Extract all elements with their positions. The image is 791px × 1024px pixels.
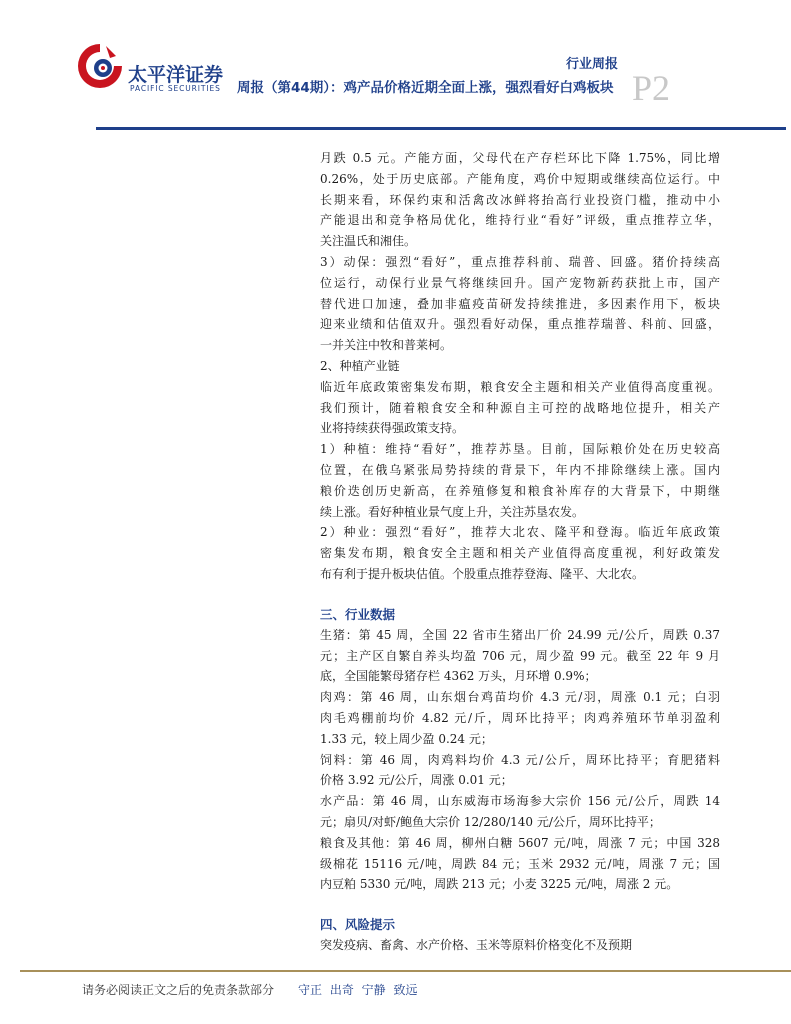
header-divider — [96, 127, 786, 130]
report-body — [320, 148, 720, 956]
section-heading-industry-data: 三、行业数据 — [320, 606, 396, 622]
footer-disclaimer: 请务必阅读正文之后的免责条款部分 — [82, 983, 275, 997]
risk-text: 突发疫病、畜禽、水产价格、玉米等原料价格变化不及预期 — [320, 938, 633, 953]
footer-divider — [20, 970, 791, 972]
text-line: 0.26%，处于历史底部。产能角度，鸡价中短期或继续高位运行。中 — [320, 171, 720, 186]
report-category: 行业周报 — [566, 57, 619, 72]
text-line: 长期来看，环保约束和活禽改冰鲜将抬高行业投资门槛，推动中小 — [320, 192, 720, 207]
text-line: 价格 3.92 元/公斤，周涨 0.01 元； — [320, 773, 513, 788]
text-line: 3）动保：强烈“看好”，重点推荐科前、瑞普、回盛。猪价持续高 — [320, 254, 720, 269]
subheading-planting-chain: 2、种植产业链 — [320, 358, 400, 373]
text-line: 1）种植：维持“看好”，推荐苏垦。目前，国际粮价处在历史较高 — [320, 442, 720, 457]
text-line: 肉毛鸡棚前均价 4.82 元/斤，周环比持平；肉鸡养殖环节单羽盈利 — [320, 710, 720, 725]
brand-name-cn: 太平洋证券 — [128, 64, 224, 86]
section-heading-risk: 四、风险提示 — [320, 917, 396, 933]
text-line: 底，全国能繁母猪存栏 4362 万头，月环增 0.9%； — [320, 669, 597, 684]
paragraph-poultry-capacity — [320, 148, 720, 252]
page-number: P2 — [632, 68, 671, 108]
text-line: 续上涨。看好种植业景气度上升，关注苏垦农发。 — [320, 504, 585, 519]
text-line: 关注温氏和湘佳。 — [320, 234, 417, 249]
text-line: 生猪：第 45 周，全国 22 省市生猪出厂价 24.99 元/公斤，周跌 0.37 — [320, 627, 720, 642]
text-line: 饲料：第 46 周，肉鸡料均价 4.3 元/公斤，周环比持平；育肥猪料 — [320, 752, 720, 767]
text-line: 元；主产区自繁自养头均盈 706 元，周少盈 99 元。截至 22 年 9 月 — [320, 648, 720, 663]
report-title: 周报（第44期）：鸡产品价格近期全面上涨，强烈看好白鸡板块 — [237, 80, 614, 96]
text-line: 内豆粕 5330 元/吨，周跌 213 元；小麦 3225 元/吨，周涨 2 元。 — [320, 877, 679, 892]
data-grain-other — [320, 833, 720, 895]
text-line: 粮食及其他：第 46 周，柳州白糖 5607 元/吨，周涨 7 元；中国 328 — [320, 835, 720, 850]
footer-motto: 守正 出奇 宁静 致远 — [298, 983, 418, 997]
data-hogs — [320, 625, 720, 687]
text-line: 临近年底政策密集发布期，粮食安全主题和相关产业值得高度重视。 — [320, 379, 720, 394]
data-feed — [320, 750, 720, 792]
text-line: 布有利于提升板块估值。个股重点推荐登海、隆平、大北农。 — [320, 566, 645, 581]
text-line: 级棉花 15116 元/吨，周跌 84 元；玉米 2932 元/吨，周涨 7 元；国 — [320, 856, 720, 871]
pacific-securities-logo — [76, 42, 124, 90]
text-line: 替代进口加速，叠加非瘟疫苗研发持续推进，多因素作用下，板块 — [320, 296, 720, 311]
text-line: 位置，在俄乌紧张局势持续的背景下，年内不排除继续上涨。国内 — [320, 462, 720, 477]
data-broiler — [320, 687, 720, 749]
text-line: 密集发布期，粮食安全主题和相关产业值得高度重视，利好政策发 — [320, 546, 720, 561]
text-line: 粮价迭创历史新高，在养殖修复和粮食补库存的大背景下，中期继 — [320, 483, 720, 498]
paragraph-animal-health — [320, 252, 720, 356]
text-line: 元；扇贝/对虾/鲍鱼大宗价 12/280/140 元/公斤，周环比持平； — [320, 814, 661, 829]
text-line: 肉鸡：第 46 周，山东烟台鸡苗均价 4.3 元/羽，周涨 0.1 元；白羽 — [320, 690, 720, 705]
paragraph-planting — [320, 439, 720, 522]
paragraph-seed-industry — [320, 522, 720, 584]
text-line: 我们预计，随着粮食安全和种源自主可控的战略地位提升，相关产 — [320, 400, 720, 415]
text-line: 业将持续获得强政策支持。 — [320, 421, 465, 436]
paragraph-planting-policy — [320, 377, 720, 439]
brand-name-en: PACIFIC SECURITIES — [130, 84, 221, 93]
text-line: 迎来业绩和估值双升。强烈看好动保，重点推荐瑞普、科前、回盛， — [320, 317, 720, 332]
text-line: 2）种业：强烈“看好”，推荐大北农、隆平和登海。临近年底政策 — [320, 525, 720, 540]
text-line: 位运行，动保行业景气将继续回升。国产宠物新药获批上市，国产 — [320, 275, 720, 290]
text-line: 产能退出和竞争格局优化，维持行业“看好”评级，重点推荐立华， — [320, 213, 720, 228]
text-line: 月跌 0.5 元。产能方面，父母代在产存栏环比下降 1.75%，同比增 — [320, 151, 720, 165]
data-aquatic — [320, 791, 720, 833]
page-header — [0, 0, 791, 132]
text-line: 一并关注中牧和普莱柯。 — [320, 338, 453, 353]
text-line: 1.33 元，较上周少盈 0.24 元； — [320, 731, 493, 746]
text-line: 水产品：第 46 周，山东威海市场海参大宗价 156 元/公斤，周跌 14 — [320, 794, 720, 809]
